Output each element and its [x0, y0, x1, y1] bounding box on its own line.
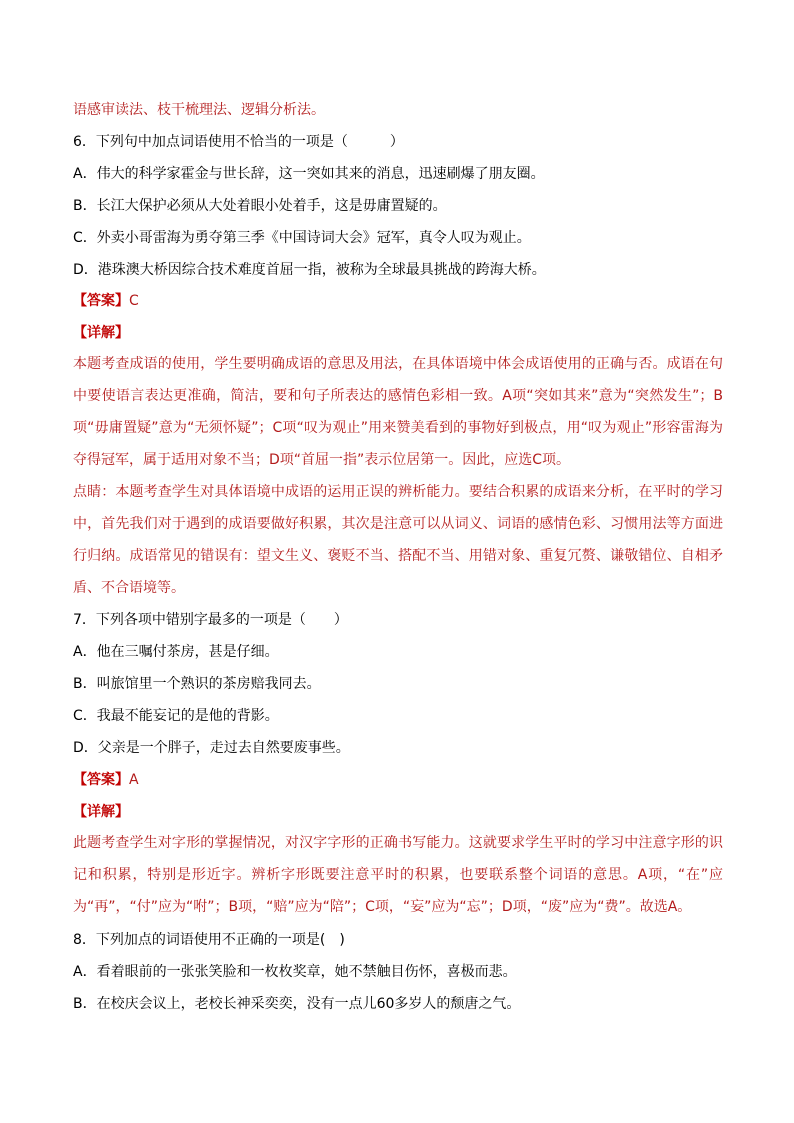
question-6: 6．下列句中加点词语使用不恰当的一项是（ ） [73, 134, 404, 150]
explanation-6-body: 本题考查成语的使用，学生要明确成语的意思及用法，在具体语境中体会成语使用的正确与否。成语在句中要使语言表达更准确，简洁，要和句子所表达的感情色彩相一致。A项“突如其来”意为“突然发生”；B项“毋庸置疑”意为“无须怀疑”；C项“叹为观止”用来赞美看到的事物好到极点，用“叹为观止”形容雷海为夺得冠军，属于适用对象不当；D项“首屈一指”表示位居第一。因此，应选C项。 [73, 356, 723, 468]
answer-7 [73, 770, 139, 790]
question-7: 7．下列各项中错别字最多的一项是（ ） [73, 612, 348, 628]
explanation-6-tip: 点睛：本题考查学生对具体语境中成语的运用正误的辨析能力。要结合积累的成语来分析，在平时的学习中，首先我们对于遇到的成语要做好积累，其次是注意可以从词义、词语的感情色彩、习惯用法等方面进行归纳。成语常见的错误有：望文生义、褒贬不当、搭配不当、用错对象、重复冗赘、谦敬错位、自相矛盾、不合语境等。 [73, 484, 723, 596]
question-6-option-c: C．外卖小哥雷海为勇夺第三季《中国诗词大会》冠军，真令人叹为观止。 [73, 230, 531, 246]
question-7-option-c: C．我最不能妄记的是他的背影。 [73, 708, 279, 724]
question-8-option-b: B．在校庆会议上，老校长神采奕奕，没有一点儿60多岁人的颓唐之气。 [73, 996, 521, 1012]
question-8: 8．下列加点的词语使用不正确的一项是( ) [73, 932, 345, 948]
question-7-option-a: A．他在三嘱付茶房，甚是仔细。 [73, 644, 279, 660]
explanation-tag-7: 【详解】 [73, 804, 129, 820]
question-8-option-a: A．看着眼前的一张张笑脸和一枚枚奖章，她不禁触目伤怀，喜极而悲。 [73, 964, 517, 980]
question-6-option-b: B．长江大保护必须从大处着眼小处着手，这是毋庸置疑的。 [73, 198, 447, 214]
continued-text: 语感审读法、枝干梳理法、逻辑分析法。 [73, 102, 325, 118]
answer-value: C [129, 293, 139, 309]
answer-6 [73, 291, 139, 311]
answer-value: A [129, 772, 139, 788]
question-6-option-d: D．港珠澳大桥因综合技术难度首屈一指，被称为全球最具挑战的跨海大桥。 [73, 262, 546, 278]
question-7-option-d: D．父亲是一个胖子，走过去自然要废事些。 [73, 740, 350, 756]
explanation-tag-6: 【详解】 [73, 325, 129, 341]
answer-tag: 【答案】 [73, 772, 129, 788]
answer-tag: 【答案】 [73, 293, 129, 309]
question-7-option-b: B．叫旅馆里一个熟识的茶房赔我同去。 [73, 676, 321, 692]
question-6-option-a: A．伟大的科学家霍金与世长辞，这一突如其来的消息，迅速刷爆了朋友圈。 [73, 166, 545, 182]
explanation-7-body: 此题考查学生对字形的掌握情况，对汉字字形的正确书写能力。这就要求学生平时的学习中注意字形的识记和积累，特别是形近字。辨析字形既要注意平时的积累，也要联系整个词语的意思。A项，“在”应为“再”，“付”应为“咐”；B项，“赔”应为“陪”；C项，“妄”应为“忘”；D项，“废”应为“费”。故选A。 [73, 835, 723, 915]
